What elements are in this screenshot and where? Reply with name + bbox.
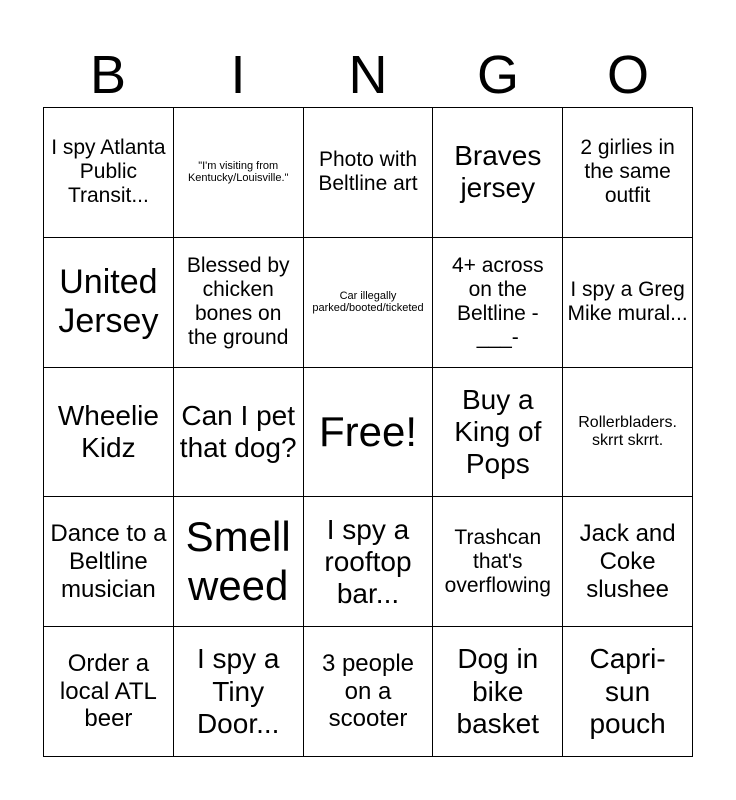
bingo-cell[interactable]: United Jersey (44, 238, 174, 368)
bingo-cell[interactable]: Car illegally parked/booted/ticketed (304, 238, 434, 368)
bingo-cell[interactable]: I spy Atlanta Public Transit... (44, 108, 174, 238)
bingo-cell[interactable]: Can I pet that dog? (174, 368, 304, 498)
bingo-cell[interactable]: Braves jersey (433, 108, 563, 238)
bingo-cell[interactable]: Jack and Coke slushee (563, 497, 693, 627)
bingo-cell-free[interactable]: Free! (304, 368, 434, 498)
header-letter-g: G (476, 45, 519, 105)
bingo-cell[interactable]: I spy a Greg Mike mural... (563, 238, 693, 368)
header-letter-i: I (230, 45, 246, 105)
bingo-cell[interactable]: Capri-sun pouch (563, 627, 693, 757)
bingo-cell[interactable]: "I'm visiting from Kentucky/Louisville." (174, 108, 304, 238)
header-letter-n: N (348, 45, 388, 105)
bingo-cell[interactable]: I spy a rooftop bar... (304, 497, 434, 627)
bingo-cell[interactable]: Dog in bike basket (433, 627, 563, 757)
bingo-cell[interactable]: Wheelie Kidz (44, 368, 174, 498)
bingo-cell[interactable]: Blessed by chicken bones on the ground (174, 238, 304, 368)
bingo-cell[interactable]: 2 girlies in the same outfit (563, 108, 693, 238)
bingo-cell[interactable]: Smell weed (174, 497, 304, 627)
bingo-cell[interactable]: Buy a King of Pops (433, 368, 563, 498)
bingo-header (43, 44, 693, 106)
bingo-cell[interactable]: Rollerbladers. skrrt skrrt. (563, 368, 693, 498)
bingo-cell[interactable]: I spy a Tiny Door... (174, 627, 304, 757)
header-letter-o: O (606, 45, 649, 105)
bingo-cell[interactable]: Order a local ATL beer (44, 627, 174, 757)
bingo-cell[interactable]: 3 people on a scooter (304, 627, 434, 757)
header-letter-b: B (89, 45, 127, 105)
bingo-grid (43, 107, 693, 757)
bingo-cell[interactable]: Dance to a Beltline musician (44, 497, 174, 627)
bingo-cell[interactable]: 4+ across on the Beltline -___- (433, 238, 563, 368)
bingo-cell[interactable]: Photo with Beltline art (304, 108, 434, 238)
bingo-cell[interactable]: Trashcan that's overflowing (433, 497, 563, 627)
